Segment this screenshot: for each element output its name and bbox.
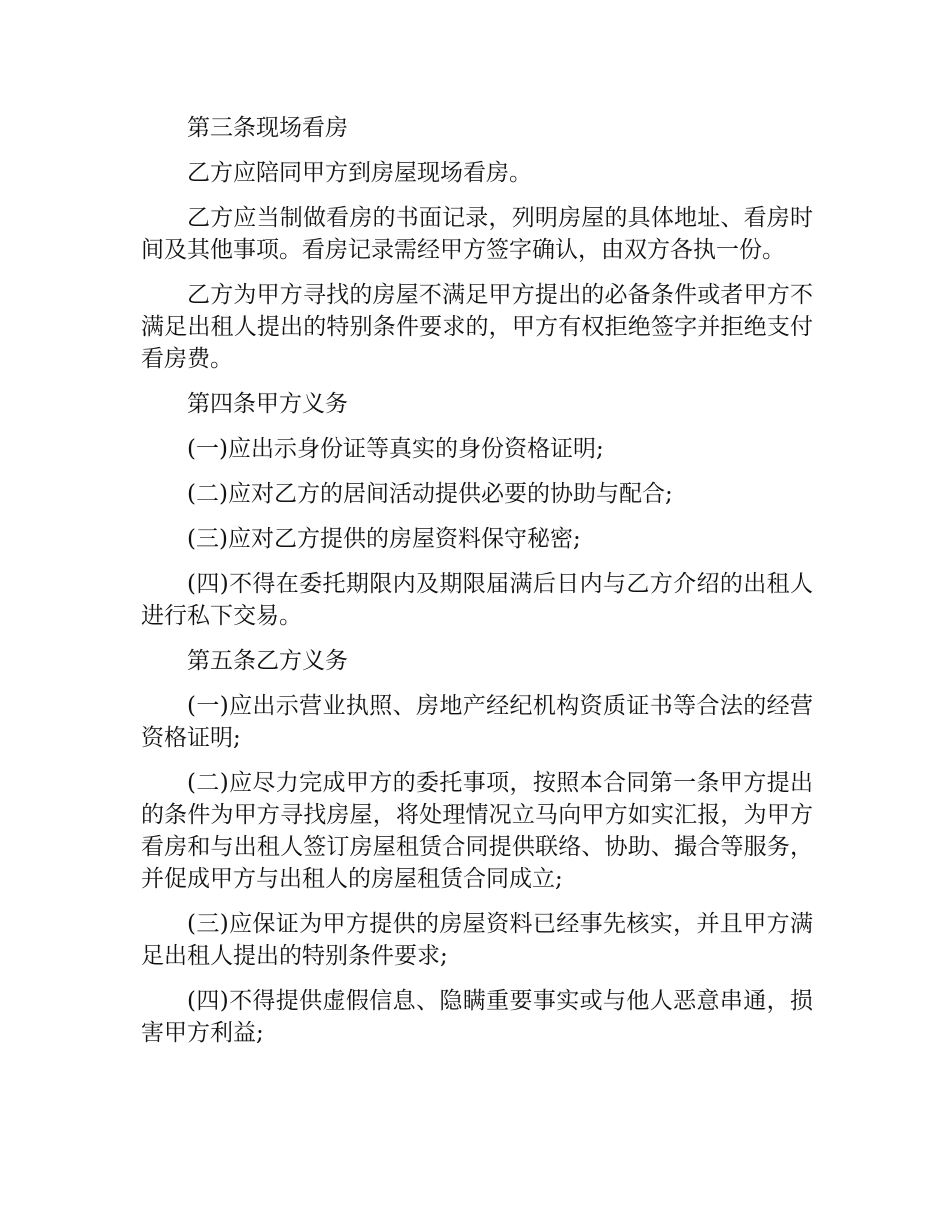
section-heading-article-4: 第四条甲方义务 [187,391,348,417]
list-item: (二)应对乙方的居间活动提供必要的协助与配合; [187,481,673,507]
list-item: (四)不得在委托期限内及期限届满后日内与乙方介绍的出租人进行私下交易。 [141,571,813,629]
paragraph: 乙方为甲方寻找的房屋不满足甲方提出的必备条件或者甲方不满足出租人提出的特别条件要求的，甲方有权拒绝签字并拒绝支付看房费。 [141,282,813,372]
paragraph: 乙方应陪同甲方到房屋现场看房。 [187,160,532,186]
list-item: (三)应保证为甲方提供的房屋资料已经事先核实，并且甲方满足出租人提出的特别条件要求; [141,911,813,969]
paragraph: 乙方应当制做看房的书面记录，列明房屋的具体地址、看房时间及其他事项。看房记录需经甲方签字确认，由双方各执一份。 [141,205,813,263]
section-heading-article-3: 第三条现场看房 [187,115,348,141]
document-body [141,112,813,1062]
list-item: (一)应出示身份证等真实的身份资格证明; [187,436,604,462]
list-item: (二)应尽力完成甲方的委托事项，按照本合同第一条甲方提出的条件为甲方寻找房屋，将处理情况立马向甲方如实汇报，为甲方看房和与出租人签订房屋租赁合同提供联络、协助、撮合等服务，并促成甲方与出租人的房屋租赁合同成立; [141,770,813,892]
section-heading-article-5: 第五条乙方义务 [187,648,348,674]
list-item: (三)应对乙方提供的房屋资料保守秘密; [187,526,581,552]
list-item: (一)应出示营业执照、房地产经纪机构资质证书等合法的经营资格证明; [141,693,813,751]
list-item: (四)不得提供虚假信息、隐瞒重要事实或与他人恶意串通，损害甲方利益; [141,988,813,1046]
